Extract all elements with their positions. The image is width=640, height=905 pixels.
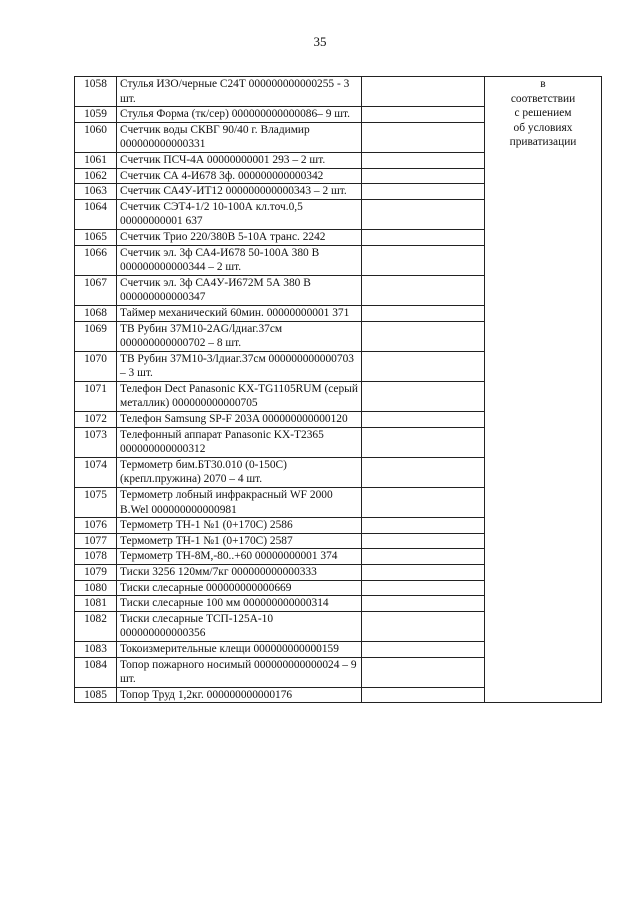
empty-cell bbox=[362, 412, 485, 428]
empty-cell bbox=[362, 533, 485, 549]
empty-cell bbox=[362, 184, 485, 200]
row-number: 1076 bbox=[75, 518, 117, 534]
empty-cell bbox=[362, 245, 485, 275]
item-description: Телефон Samsung SP-F 203A 000000000000120 bbox=[117, 412, 362, 428]
empty-cell bbox=[362, 229, 485, 245]
empty-cell bbox=[362, 657, 485, 687]
row-number: 1063 bbox=[75, 184, 117, 200]
inventory-table bbox=[74, 76, 602, 703]
row-number: 1077 bbox=[75, 533, 117, 549]
item-description: Счетчик СА4У-ИТ12 000000000000343 – 2 шт. bbox=[117, 184, 362, 200]
row-number: 1081 bbox=[75, 596, 117, 612]
empty-cell bbox=[362, 457, 485, 487]
page-number: 35 bbox=[313, 34, 327, 49]
row-number: 1084 bbox=[75, 657, 117, 687]
privatization-note: в соответствии с решением об условиях приватизации bbox=[509, 78, 577, 149]
row-number: 1071 bbox=[75, 381, 117, 411]
row-number: 1082 bbox=[75, 611, 117, 641]
item-description: ТВ Рубин 37М10-2AG/lдиаг.37см 000000000000702 – 8 шт. bbox=[117, 321, 362, 351]
item-description: Стулья Форма (тк/сер) 000000000000086– 9 шт. bbox=[117, 107, 362, 123]
item-description: Счетчик СА 4-И678 3ф. 000000000000342 bbox=[117, 168, 362, 184]
empty-cell bbox=[362, 351, 485, 381]
empty-cell bbox=[362, 687, 485, 703]
item-description: Термометр ТН-1 №1 (0+170С) 2586 bbox=[117, 518, 362, 534]
item-description: Счетчик Трио 220/380В 5-10А транс. 2242 bbox=[117, 229, 362, 245]
item-description: Таймер механический 60мин. 00000000001 371 bbox=[117, 305, 362, 321]
empty-cell bbox=[362, 611, 485, 641]
row-number: 1059 bbox=[75, 107, 117, 123]
item-description: Тиски 3256 120мм/7кг 000000000000333 bbox=[117, 565, 362, 581]
row-number: 1080 bbox=[75, 580, 117, 596]
item-description: Телефонный аппарат Panasonic KX-T2365 000000000000312 bbox=[117, 427, 362, 457]
item-description: Топор Труд 1,2кг. 000000000000176 bbox=[117, 687, 362, 703]
empty-cell bbox=[362, 427, 485, 457]
row-number: 1069 bbox=[75, 321, 117, 351]
empty-cell bbox=[362, 305, 485, 321]
empty-cell bbox=[362, 168, 485, 184]
item-description: Термометр бим.БТ30.010 (0-150С) (крепл.пружина) 2070 – 4 шт. bbox=[117, 457, 362, 487]
row-number: 1078 bbox=[75, 549, 117, 565]
item-description: Топор пожарного носимый 000000000000024 – 9 шт. bbox=[117, 657, 362, 687]
empty-cell bbox=[362, 488, 485, 518]
row-number: 1067 bbox=[75, 275, 117, 305]
item-description: Счетчик воды СКВГ 90/40 г. Владимир 000000000000331 bbox=[117, 122, 362, 152]
item-description: Термометр ТН-8М,-80..+60 00000000001 374 bbox=[117, 549, 362, 565]
item-description: Тиски слесарные ТСП-125А-10 000000000000356 bbox=[117, 611, 362, 641]
empty-cell bbox=[362, 152, 485, 168]
empty-cell bbox=[362, 641, 485, 657]
empty-cell bbox=[362, 77, 485, 107]
privatization-note-cell bbox=[485, 77, 602, 703]
item-description: Токоизмерительные клещи 000000000000159 bbox=[117, 641, 362, 657]
item-description: Телефон Dect Panasonic KX-TG1105RUM (серый металлик) 000000000000705 bbox=[117, 381, 362, 411]
empty-cell bbox=[362, 199, 485, 229]
empty-cell bbox=[362, 381, 485, 411]
row-number: 1061 bbox=[75, 152, 117, 168]
table-row bbox=[75, 77, 602, 107]
item-description: Тиски слесарные 000000000000669 bbox=[117, 580, 362, 596]
item-description: ТВ Рубин 37М10-3/lдиаг.37см 000000000000703 – 3 шт. bbox=[117, 351, 362, 381]
empty-cell bbox=[362, 518, 485, 534]
empty-cell bbox=[362, 122, 485, 152]
item-description: Стулья ИЗО/черные С24Т 000000000000255 - 3 шт. bbox=[117, 77, 362, 107]
row-number: 1074 bbox=[75, 457, 117, 487]
row-number: 1070 bbox=[75, 351, 117, 381]
row-number: 1079 bbox=[75, 565, 117, 581]
empty-cell bbox=[362, 596, 485, 612]
empty-cell bbox=[362, 107, 485, 123]
row-number: 1085 bbox=[75, 687, 117, 703]
row-number: 1073 bbox=[75, 427, 117, 457]
row-number: 1075 bbox=[75, 488, 117, 518]
row-number: 1066 bbox=[75, 245, 117, 275]
row-number: 1072 bbox=[75, 412, 117, 428]
item-description: Термометр ТН-1 №1 (0+170С) 2587 bbox=[117, 533, 362, 549]
row-number: 1058 bbox=[75, 77, 117, 107]
item-description: Счетчик ПСЧ-4А 00000000001 293 – 2 шт. bbox=[117, 152, 362, 168]
row-number: 1064 bbox=[75, 199, 117, 229]
empty-cell bbox=[362, 549, 485, 565]
row-number: 1060 bbox=[75, 122, 117, 152]
empty-cell bbox=[362, 565, 485, 581]
empty-cell bbox=[362, 580, 485, 596]
empty-cell bbox=[362, 321, 485, 351]
row-number: 1062 bbox=[75, 168, 117, 184]
row-number: 1068 bbox=[75, 305, 117, 321]
item-description: Счетчик СЭТ4-1/2 10-100А кл.точ.0,5 00000000001 637 bbox=[117, 199, 362, 229]
item-description: Счетчик эл. 3ф СА4-И678 50-100А 380 В 000000000000344 – 2 шт. bbox=[117, 245, 362, 275]
item-description: Тиски слесарные 100 мм 000000000000314 bbox=[117, 596, 362, 612]
row-number: 1065 bbox=[75, 229, 117, 245]
item-description: Счетчик эл. 3ф СА4У-И672М 5А 380 В 000000000000347 bbox=[117, 275, 362, 305]
item-description: Термометр лобный инфракрасный WF 2000 B.Wel 000000000000981 bbox=[117, 488, 362, 518]
empty-cell bbox=[362, 275, 485, 305]
row-number: 1083 bbox=[75, 641, 117, 657]
